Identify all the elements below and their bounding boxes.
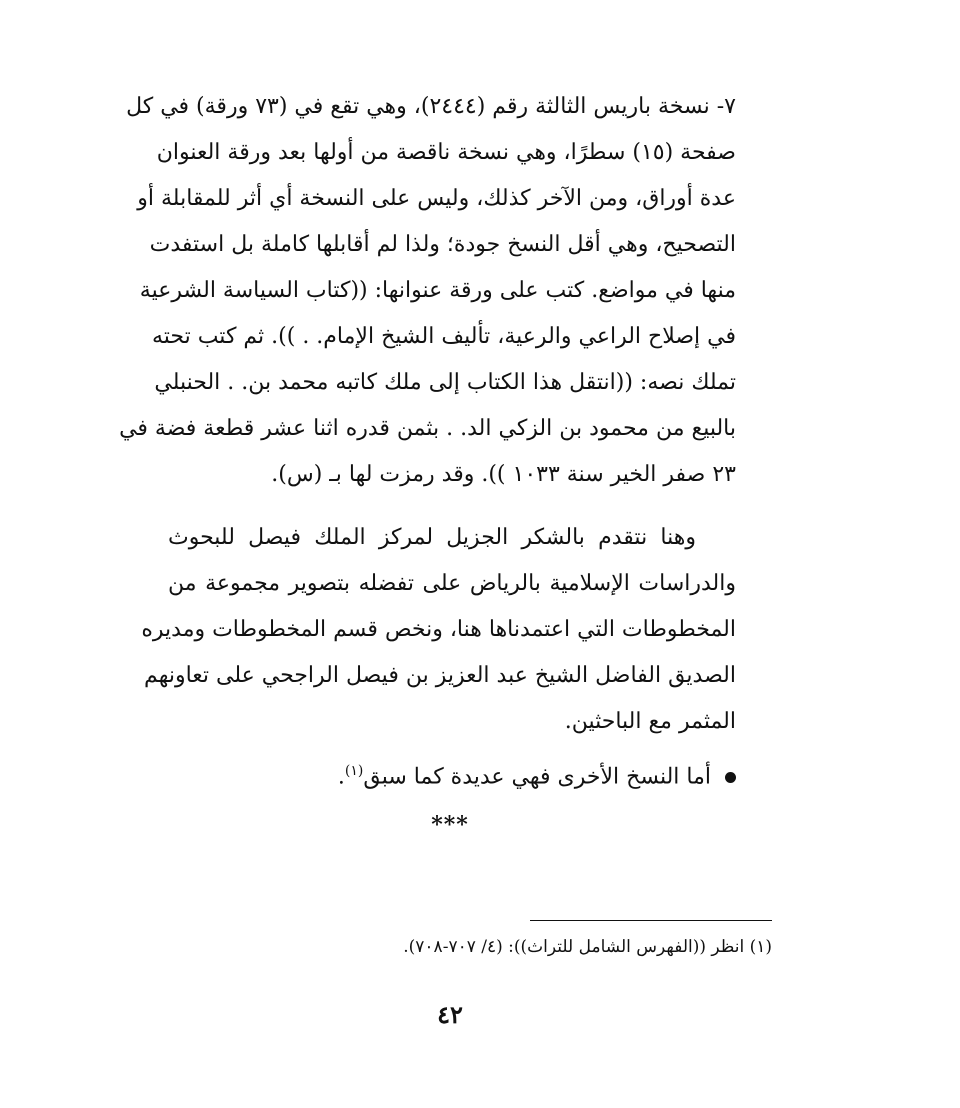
text-line: في إصلاح الراعي والرعية، تأليف الشيخ الإمام. . )). ثم كتب تحته (151, 324, 736, 349)
page-number: ٤٢ (437, 1000, 463, 1029)
text-line: وهنا نتقدم بالشكر الجزيل لمركز الملك فيصل للبحوث (168, 525, 696, 550)
paragraph-acknowledgement (141, 515, 736, 745)
footnote-marker: (١) (344, 763, 364, 779)
bullet-dot-icon (725, 772, 736, 783)
text-line: عدة أوراق، ومن الآخر كذلك، وليس على النسخة أي أثر للمقابلة أو (137, 186, 736, 211)
bullet-end: . (337, 764, 345, 790)
footnote-divider (530, 920, 772, 921)
section-separator: *** (431, 812, 469, 838)
text-line: تملك نصه: ((انتقل هذا الكتاب إلى ملك كاتبه محمد بن. . الحنبلي (154, 370, 736, 395)
text-line: ٢٣ صفر الخير سنة ١٠٣٣ )). وقد رمزت لها بـ (س). (271, 462, 736, 487)
text-line: المثمر مع الباحثين. (564, 709, 736, 734)
bullet-item (300, 748, 736, 794)
text-line: صفحة (١٥) سطرًا، وهي نسخة ناقصة من أولها بعد ورقة العنوان (156, 140, 736, 165)
text-line: التصحيح، وهي أقل النسخ جودة؛ ولذا لم أقابلها كاملة بل استفدت (149, 232, 736, 257)
text-line: المخطوطات التي اعتمدناها هنا، ونخص قسم المخطوطات ومديره (141, 617, 736, 642)
bullet-text: أما النسخ الأخرى فهي عديدة كما سبق (363, 764, 711, 790)
text-line: الصديق الفاضل الشيخ عبد العزيز بن فيصل الراجحي على تعاونهم (144, 663, 736, 688)
paragraph-manuscript-description (119, 84, 736, 498)
text-line: بالبيع من محمود بن الزكي الد. . بثمن قدره اثنا عشر قطعة فضة في (119, 416, 736, 441)
text-line: منها في مواضع. كتب على ورقة عنوانها: ((كتاب السياسة الشرعية (139, 278, 736, 303)
footnote-text: (١) انظر ((الفهرس الشامل للتراث)): (٤/ ٧٠٧-٧٠٨). (403, 937, 772, 957)
text-line: ٧- نسخة باريس الثالثة رقم (٢٤٤٤)، وهي تقع في (٧٣ ورقة) في كل (126, 94, 736, 119)
text-line: والدراسات الإسلامية بالرياض على تفضله بتصوير مجموعة من (168, 571, 736, 596)
